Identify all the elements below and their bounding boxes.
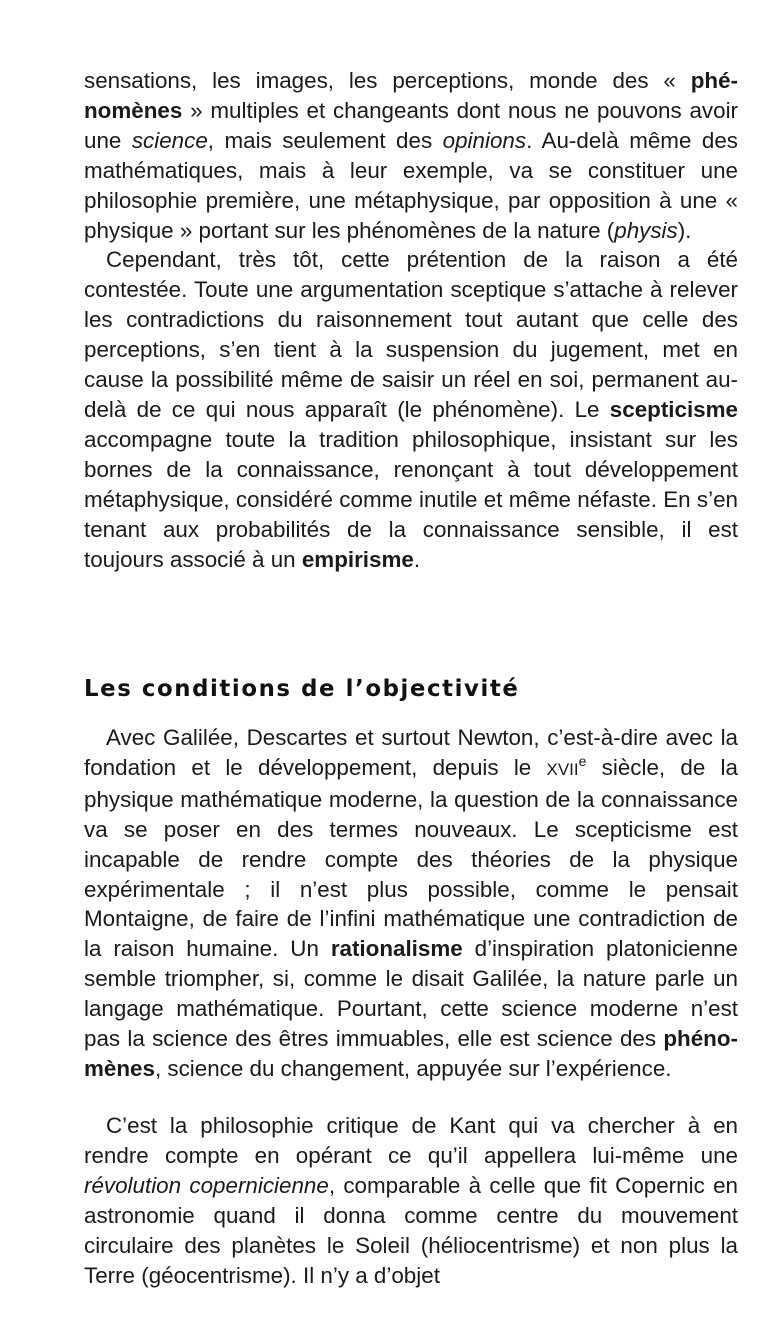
bold-term-phenomenes: phénomènes xyxy=(84,68,738,123)
italic-term-revolution-copernicienne: révolution copernicienne xyxy=(84,1172,329,1198)
bold-term-phenomenes-2: phénomènes xyxy=(84,1026,738,1081)
italic-term-science: science xyxy=(131,127,208,153)
paragraph-4 xyxy=(84,1111,738,1290)
text-run: , science du changement, appuyée sur l’expérience. xyxy=(154,1055,672,1081)
paragraph-1 xyxy=(84,66,738,245)
small-caps-century: XVII xyxy=(546,759,579,779)
bold-term-empirisme: empirisme xyxy=(301,546,414,572)
text-run: sensations, les images, les perceptions, monde des « xyxy=(84,68,691,93)
text-run: d’inspiration platonicienne semble triompher, si, comme le disait Galilée, la nature parle un langage mathématique. Pourtant, cette science moderne n’est pas la science des êtres immuables, elle est science des xyxy=(84,936,738,1052)
text-run: Avec Galilée, Descartes et surtout Newton, c’est-à-dire avec la fondation et le développement, depuis le xyxy=(84,725,738,780)
book-page xyxy=(84,66,738,1288)
text-run: siècle, de la physique mathématique moderne, la question de la connaissance va se poser en des termes nouveaux. Le scepticisme est incapable de rendre compte des théories de la physique expérimentale ; il n’est plus possible, comme le pensait Montaigne, de faire de l’infini mathématique une contradiction de la raison humaine. Un xyxy=(84,754,738,962)
paragraph-2 xyxy=(84,245,738,574)
italic-term-opinions: opinions xyxy=(442,127,527,153)
text-run: accompagne toute la tradition philosophique, insistant sur les bornes de la connaissance, renonçant à tout développement métaphysique, considéré comme inutile et même néfaste. En s’en tenant aux probabilités de la connaissance sensible, il est toujours associé à un xyxy=(84,426,738,572)
paragraph-3 xyxy=(84,723,738,1084)
text-run: ). xyxy=(677,217,692,243)
text-run: » multiples et changeants dont nous ne pouvons avoir une xyxy=(84,97,738,153)
text-run: . xyxy=(413,546,421,572)
text-run: , comparable à celle que fit Copernic en astronomie quand il donna comme centre du mouvement circulaire des planètes le Soleil (héliocentrisme) et non plus la Terre (géocentrisme). Il n’y a d’objet xyxy=(84,1172,738,1288)
text-run: , mais seulement des xyxy=(207,127,443,153)
superscript-e: e xyxy=(578,752,587,769)
bold-term-rationalisme: rationalisme xyxy=(330,936,463,962)
section-heading: Les conditions de l’objectivité xyxy=(84,676,520,702)
bold-term-scepticisme: scepticisme xyxy=(609,396,738,422)
italic-term-physis: physis xyxy=(614,217,678,243)
text-run: C’est la philosophie critique de Kant qui va chercher à en rendre compte en opérant ce qu’il appellera lui-même une xyxy=(84,1113,738,1168)
text-run: . Au-delà même des mathématiques, mais à leur exemple, va se constituer une philosophie première, une métaphysique, par opposition à une « physique » portant sur les phénomènes de la nature ( xyxy=(84,127,738,243)
text-run: Cependant, très tôt, cette prétention de la raison a été contestée. Toute une argumentation sceptique s’attache à relever les contradictions du raisonnement tout autant que celle des perceptions, s’en tient à la suspension du jugement, met en cause la possibilité même de saisir un réel en soi, permanent au-delà de ce qui nous apparaît (le phénomène). Le xyxy=(84,247,738,422)
